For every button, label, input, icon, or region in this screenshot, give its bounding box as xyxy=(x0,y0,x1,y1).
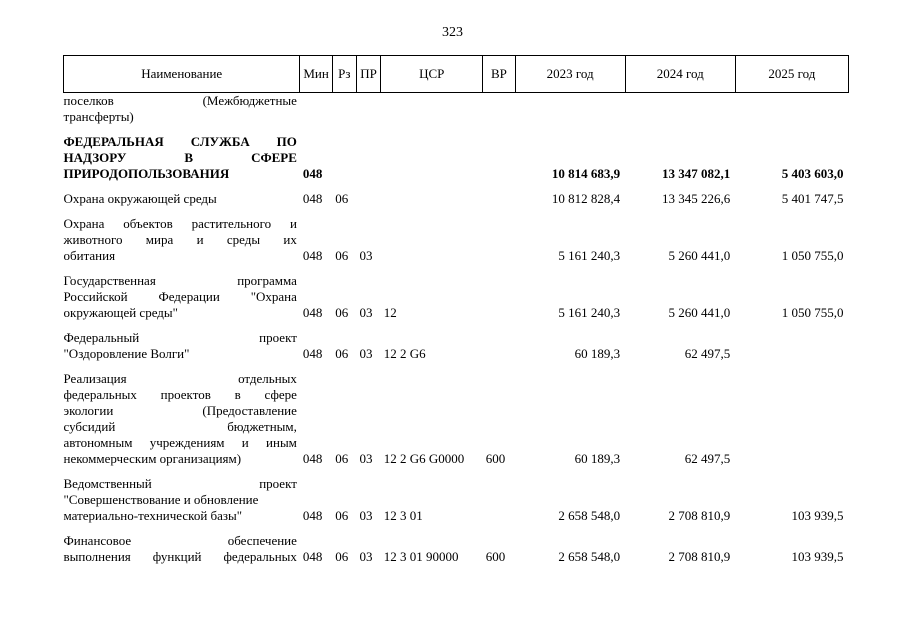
cell-vr: 600 xyxy=(485,451,506,466)
cell-csr xyxy=(381,216,483,273)
cell-name-line: некоммерческим организациям) xyxy=(63,451,242,466)
header-csr: ЦСР xyxy=(381,56,483,93)
cell-csr xyxy=(381,93,483,135)
cell-2024: 13 347 082,1 xyxy=(662,166,731,181)
cell-2024: 62 497,5 xyxy=(684,346,731,361)
cell-rz xyxy=(332,93,356,135)
cell-name xyxy=(64,330,300,371)
cell-vr xyxy=(483,134,515,191)
cell-vr xyxy=(483,330,515,371)
cell-2024: 5 260 441,0 xyxy=(668,248,731,263)
cell-2025 xyxy=(735,330,848,371)
cell-csr xyxy=(381,191,483,216)
cell-2025: 103 939,5 xyxy=(791,508,844,523)
table-row xyxy=(64,93,849,135)
cell-name-line: выполнения функций федеральных xyxy=(63,549,297,564)
table-row xyxy=(64,476,849,533)
cell-name-line: Федеральный проект xyxy=(63,330,297,345)
cell-pr: 03 xyxy=(359,508,373,523)
cell-name-line: Охрана объектов растительного и xyxy=(63,216,297,231)
cell-pr xyxy=(356,93,380,135)
table-header-row xyxy=(64,56,849,93)
cell-2023: 2 658 548,0 xyxy=(558,549,621,564)
cell-vr xyxy=(483,216,515,273)
cell-vr xyxy=(483,191,515,216)
cell-min: 048 xyxy=(302,248,323,263)
page-number: 323 xyxy=(442,25,463,40)
cell-name-line: экологии (Предоставление xyxy=(63,403,297,418)
cell-name-line: Государственная программа xyxy=(63,273,297,288)
cell-vr xyxy=(483,93,515,135)
cell-2023: 2 658 548,0 xyxy=(558,508,621,523)
cell-name xyxy=(64,216,300,273)
cell-name-line: животного мира и среды их xyxy=(63,232,297,247)
cell-name-line: окружающей среды" xyxy=(63,305,178,320)
cell-2024: 2 708 810,9 xyxy=(668,508,731,523)
cell-2025: 1 050 755,0 xyxy=(781,248,844,263)
cell-vr xyxy=(483,273,515,330)
cell-2023: 10 812 828,4 xyxy=(551,191,621,206)
cell-2025: 103 939,5 xyxy=(791,549,844,564)
header-rz: Рз xyxy=(332,56,356,93)
cell-2023 xyxy=(515,93,625,135)
cell-2024 xyxy=(625,93,735,135)
header-pr: ПР xyxy=(356,56,380,93)
budget-table xyxy=(63,55,849,565)
cell-rz xyxy=(332,134,356,191)
table-row xyxy=(64,134,849,191)
cell-name-line: субсидий бюджетным, xyxy=(63,419,297,434)
cell-min: 048 xyxy=(302,166,323,181)
cell-name-line: Ведомственный проект xyxy=(63,476,297,491)
cell-name-line: "Оздоровление Волги" xyxy=(63,346,190,361)
table-row xyxy=(64,533,849,565)
header-2023: 2023 год xyxy=(515,56,625,93)
cell-min: 048 xyxy=(302,549,323,564)
cell-min: 048 xyxy=(302,305,323,320)
cell-name-line: Охрана окружающей среды xyxy=(63,191,217,206)
cell-csr: 12 3 01 90000 xyxy=(383,549,459,564)
cell-csr: 12 2 G6 G0000 xyxy=(383,451,465,466)
cell-2024: 2 708 810,9 xyxy=(668,549,731,564)
table-row xyxy=(64,216,849,273)
cell-name xyxy=(64,134,300,191)
cell-rz: 06 xyxy=(335,346,349,361)
cell-2024: 5 260 441,0 xyxy=(668,305,731,320)
cell-pr: 03 xyxy=(359,248,373,263)
cell-pr xyxy=(356,134,380,191)
cell-pr: 03 xyxy=(359,346,373,361)
table-row xyxy=(64,330,849,371)
cell-2025: 5 401 747,5 xyxy=(781,191,844,206)
cell-name xyxy=(64,191,300,216)
cell-name xyxy=(64,93,300,135)
table-row xyxy=(64,273,849,330)
cell-csr xyxy=(381,134,483,191)
header-2024: 2024 год xyxy=(625,56,735,93)
header-vr: ВР xyxy=(483,56,515,93)
cell-csr: 12 xyxy=(383,305,397,320)
cell-name xyxy=(64,371,300,476)
cell-rz: 06 xyxy=(335,305,349,320)
cell-min: 048 xyxy=(302,508,323,523)
cell-csr: 12 3 01 xyxy=(383,508,423,523)
cell-pr xyxy=(356,191,380,216)
cell-min: 048 xyxy=(302,346,323,361)
cell-vr xyxy=(483,476,515,533)
cell-name-line: обитания xyxy=(63,248,116,263)
cell-min: 048 xyxy=(302,191,323,206)
cell-pr: 03 xyxy=(359,305,373,320)
cell-name-line: материально-технической базы" xyxy=(63,508,243,523)
cell-vr: 600 xyxy=(485,549,506,564)
cell-2025 xyxy=(735,93,848,135)
cell-2024: 62 497,5 xyxy=(684,451,731,466)
cell-rz: 06 xyxy=(335,508,349,523)
cell-2025 xyxy=(735,371,848,476)
cell-rz: 06 xyxy=(335,191,349,206)
cell-name-line: трансферты) xyxy=(63,109,134,124)
cell-2025: 1 050 755,0 xyxy=(781,305,844,320)
cell-name-line: НАДЗОРУ В СФЕРЕ xyxy=(63,150,297,165)
cell-name-line: Российской Федерации "Охрана xyxy=(63,289,297,304)
cell-name-line: поселков (Межбюджетные xyxy=(63,93,297,108)
cell-name xyxy=(64,273,300,330)
header-min: Мин xyxy=(300,56,332,93)
cell-min xyxy=(300,93,332,135)
cell-2023: 5 161 240,3 xyxy=(558,305,621,320)
cell-2023: 60 189,3 xyxy=(574,451,621,466)
cell-rz: 06 xyxy=(335,451,349,466)
header-2025: 2025 год xyxy=(735,56,848,93)
cell-name-line: ПРИРОДОПОЛЬЗОВАНИЯ xyxy=(63,166,230,181)
cell-min: 048 xyxy=(302,451,323,466)
cell-pr: 03 xyxy=(359,549,373,564)
cell-name xyxy=(64,533,300,565)
cell-2024: 13 345 226,6 xyxy=(662,191,731,206)
cell-name-line: "Совершенствование и обновление xyxy=(63,492,259,507)
cell-2023: 5 161 240,3 xyxy=(558,248,621,263)
cell-rz: 06 xyxy=(335,549,349,564)
cell-pr: 03 xyxy=(359,451,373,466)
table-row xyxy=(64,371,849,476)
cell-rz: 06 xyxy=(335,248,349,263)
header-name: Наименование xyxy=(64,56,300,93)
cell-2023: 10 814 683,9 xyxy=(551,166,621,181)
cell-name-line: федеральных проектов в сфере xyxy=(63,387,297,402)
cell-csr: 12 2 G6 xyxy=(383,346,426,361)
cell-name-line: автономным учреждениям и иным xyxy=(63,435,297,450)
cell-2023: 60 189,3 xyxy=(574,346,621,361)
cell-name-line: Финансовое обеспечение xyxy=(63,533,297,548)
cell-2025: 5 403 603,0 xyxy=(781,166,844,181)
table-row xyxy=(64,191,849,216)
cell-name-line: ФЕДЕРАЛЬНАЯ СЛУЖБА ПО xyxy=(63,134,297,149)
cell-name-line: Реализация отдельных xyxy=(63,371,297,386)
cell-name xyxy=(64,476,300,533)
